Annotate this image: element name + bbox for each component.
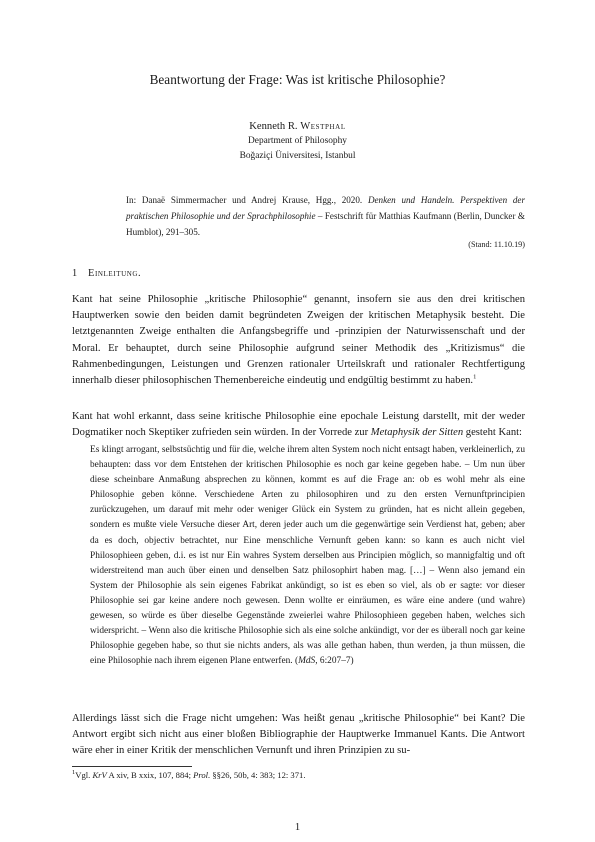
author-last-name: Westphal [300, 121, 346, 132]
footnote-abbr-prol: Prol. [193, 770, 211, 780]
footnote-abbr-krv: KrV [92, 770, 107, 780]
citation-suffix: – Festschrift für Matthias Kaufmann (Berlin, Duncker & Humblot), 291–305. [126, 210, 525, 237]
body-paragraph-3: Allerdings lässt sich die Frage nicht umgehen: Was heißt genau „kritische Philosophie“ bei Kant? Die Antwort ergibt sich nicht aus einer bloßen Bibliographie der Hauptwerke Immanuel Kants. Die Antwort wäre eher in einer Kritik der menschlichen Vernunft und ihren Prinzipien zu su- [72, 713, 525, 757]
body-paragraph-1 [72, 292, 525, 389]
paper-title: Beantwortung der Frage: Was ist kritische Philosophie? [149, 72, 446, 87]
publication-citation [126, 193, 525, 240]
footnote-pre: Vgl. [75, 770, 93, 780]
author-department: Department of Philosophy [248, 136, 347, 146]
paragraph-2-suffix: gesteht Kant: [463, 427, 522, 439]
paragraph-1-text: Kant hat seine Philosophie „kritische Philosophie“ genannt, insofern sie aus den drei kritischen Hauptwerken sowie den beiden damit begründeten Zweigen der kritischen Metaphysik besteht. Die letztgenannten Zweige enthalten die Anfangsbegriffe und -prinzipien der Naturwissenschaft und der Moral. Er behauptet, durch seine Philosophie aufgrund seiner Methodik des „Kritizismus“ die Rahmenbedingungen, Leistungen und Grenzen rationaler Urteilskraft und rationaler Rechtfertigung innerhalb dieser philosophischen Themenbereiche eindeutig und endgültig bestimmt zu haben. [72, 294, 525, 387]
footnote-number: 1 [72, 769, 76, 777]
section-title: Einleitung. [88, 268, 142, 279]
block-quote [90, 443, 525, 669]
version-date: (Stand: 11.10.19) [468, 240, 525, 249]
paragraph-2-text: Kant hat wohl erkannt, dass seine kritische Philosophie eine epochale Leistung darstellt, mit der weder Dogmatiker noch Skeptiker zufrieden sein würden. In der Vorrede zur [72, 411, 525, 439]
author-name [0, 121, 595, 132]
footnote-post: §§26, 50b, 4: 383; 12: 371. [210, 770, 306, 780]
citation-prefix: In: Danaë Simmermacher und Andrej Krause, Hgg., 2020. [126, 195, 368, 205]
footnote-divider [72, 766, 192, 767]
section-heading [72, 268, 141, 279]
footnote [72, 770, 525, 780]
footnote-reference[interactable]: 1 [473, 373, 477, 381]
section-number: 1 [72, 268, 78, 279]
footnote-mid: A xiv, B xxix, 107, 884; [106, 770, 194, 780]
quote-reference-abbr: MdS [298, 656, 316, 667]
page-number: 1 [294, 822, 301, 833]
body-paragraph-2 [72, 409, 525, 441]
author-first-name: Kenneth R. [249, 121, 301, 132]
citation-book-title: Denken und Handeln. Perspektiven der praktischen Philosophie und der Sprachphilosophie [126, 195, 526, 221]
paragraph-2-work-title: Metaphysik der Sitten [370, 427, 464, 439]
author-university: Boğaziçi Üniversitesi, Istanbul [239, 151, 356, 161]
quote-reference-tail: , 6:207–7) [315, 656, 354, 667]
quote-text: Es klingt arrogant, selbstsüchtig und für die, welche ihrem alten System noch nicht entsagt haben, verkleinerlich, zu behaupten: dass vor dem Entstehen der kritischen Philosophie es noch gar keine gegeben habe. – Um nun über diese scheinbare Anmaßung absprechen zu können, kommt es auf die Frage an: ob es wohl mehr als eine Philosophie geben könne. Verschiedene Arten zu philosophiren und zu den ersten Vernunftprincipien zurückzugehen, um darauf mit mehr oder weniger Glück ein System zu gründen, hat es nicht allein gegeben, sondern es mußte viele Versuche dieser Art, deren jeder auch um die gegenwärtige sein Verdienst hat, geben; aber da es doch, objectiv betrachtet, nur Eine menschliche Vernunft geben kann: so kann es auch nicht viel Philosophieen geben, d.i. es ist nur Ein wahres System derselben aus Principien möglich, so mannigfaltig und oft widerstreitend man auch über einen und denselben Satz philosophirt haben mag. […] – Wenn also jemand ein System der Philosophie als sein eigenes Fabrikat ankündigt, so ist es eben so viel, als ob er sagte: vor dieser Philosophie sei gar keine andere noch gewesen. Denn wollte er einräumen, es wäre eine andere (und wahre) gewesen, so würde es über dieselbe Gegenstände zweierlei wahre Philosophieen gegeben haben, welches sich widerspricht. – Wenn also die kritische Philosophie sich als eine solche ankündigt, vor der es überall noch gar keine Philosophie gegeben habe, so thut sie nichts anders, als was alle gethan haben, thun werden, ja thun müssen, die eine Philosophie nach ihrem eigenen Plane entwerfen. ( [90, 445, 525, 667]
